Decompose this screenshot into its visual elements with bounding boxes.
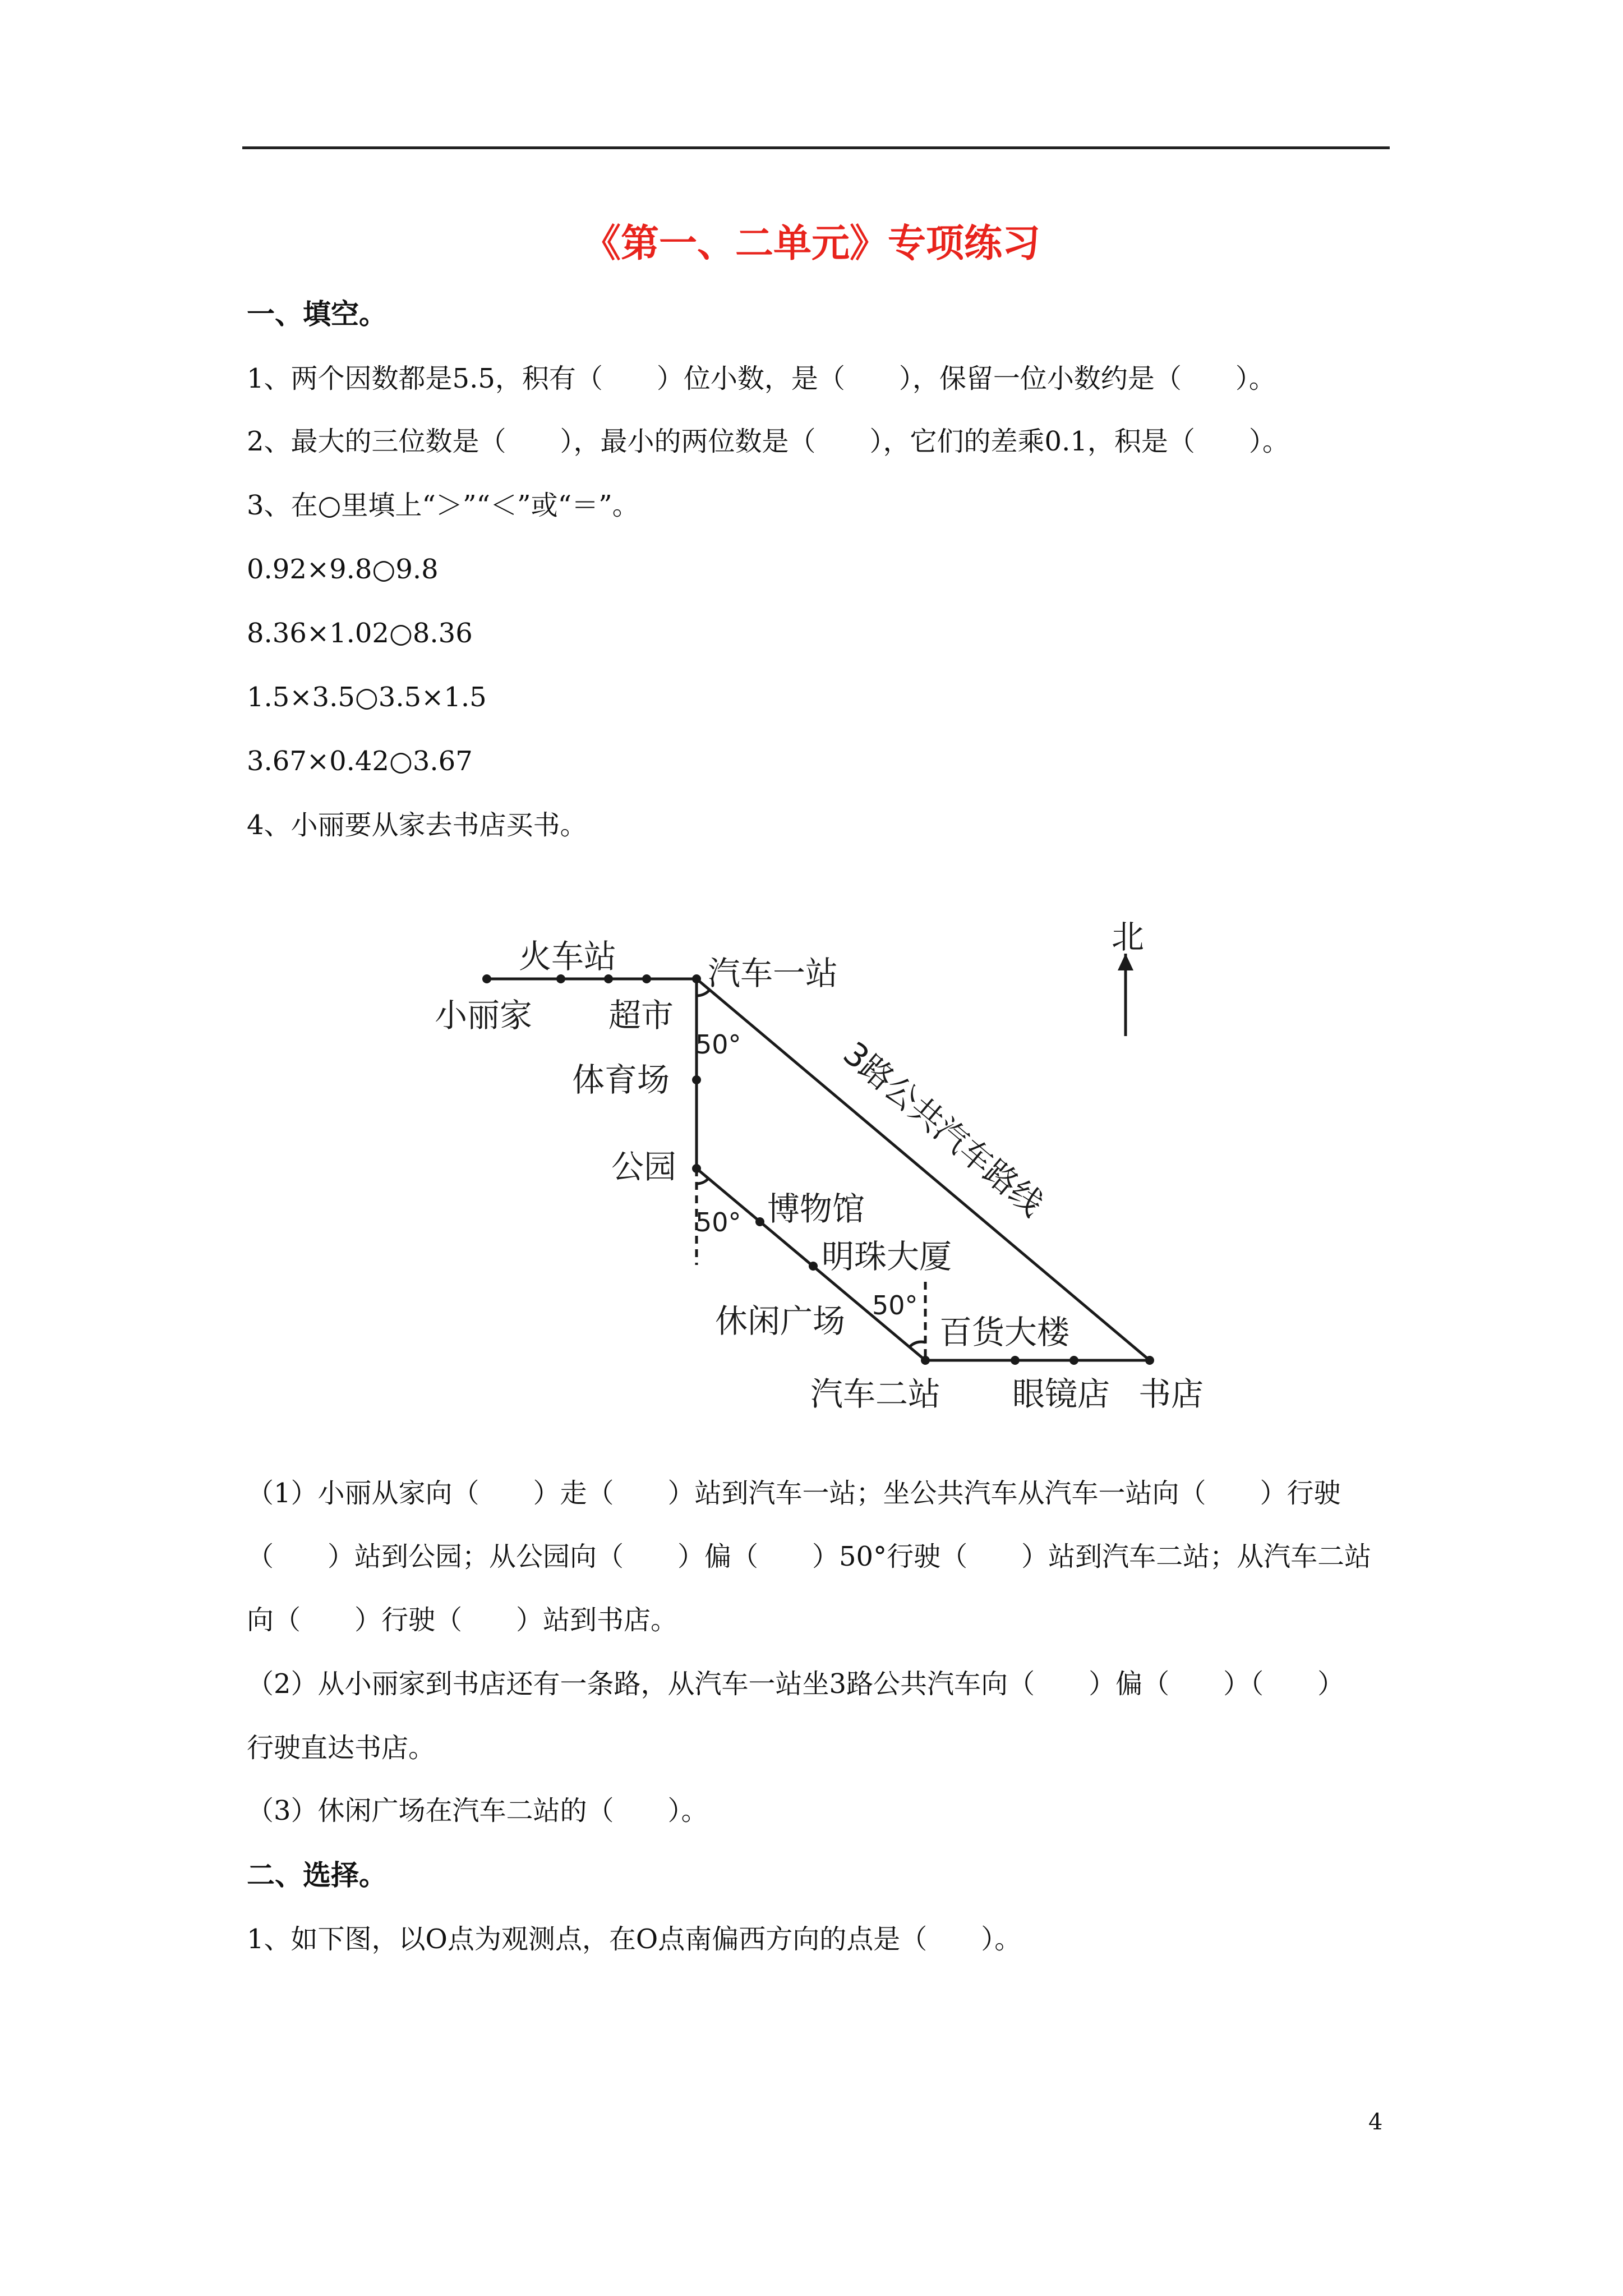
qiche-yizhan-label: 汽车一站 (708, 954, 838, 992)
xiuxian-guangchang-label: 休闲广场 (715, 1302, 846, 1340)
question-4: 4、小丽要从家去书店买书。 (247, 809, 587, 841)
xiaolijia-label: 小丽家 (435, 996, 533, 1034)
shudian-dot (1145, 1356, 1154, 1365)
baihuo-dalou-dot (1011, 1356, 1020, 1365)
tiyuchang-label: 体育场 (572, 1061, 670, 1099)
question-2: 2、最大的三位数是（ ），最小的两位数是（ ），它们的差乘0.1，积是（ ）。 (247, 426, 1289, 457)
baihuo-dalou-label: 百货大楼 (939, 1313, 1070, 1351)
gongyuan-dot (692, 1164, 701, 1173)
qiche-yizhan-dot (692, 974, 701, 983)
angle-top-label: 50° (695, 1029, 741, 1060)
mingzhu-dasha-dot (809, 1262, 818, 1271)
question-4-part-1-line-3: 向（ ）行驶（ ）站到书店。 (247, 1604, 678, 1636)
angle-arc-mid (697, 1179, 708, 1184)
xiaolijia-dot (482, 974, 491, 983)
question-4-part-3: （3）休闲广场在汽车二站的（ ）。 (247, 1795, 708, 1826)
choice-question-1: 1、如下图，以O点为观测点，在O点南偏西方向的点是（ ）。 (247, 1924, 1022, 1955)
angle-arc-bottom (910, 1342, 925, 1347)
gongyuan-label: 公园 (611, 1148, 677, 1186)
section-heading-choice: 二、选择。 (247, 1859, 387, 1892)
qiche-erzhan-dot (921, 1356, 930, 1365)
question-4-part-2-line-1: （2）从小丽家到书店还有一条路，从汽车一站坐3路公共汽车向（ ）偏（ ）（ ） (247, 1668, 1345, 1700)
page-number: 4 (1368, 2109, 1383, 2135)
chaoshi-dot (642, 974, 651, 983)
north-label: 北 (1112, 918, 1145, 956)
section-heading-fill: 一、填空。 (247, 298, 387, 330)
north-arrow-head (1118, 954, 1133, 970)
bowuguan-dot (755, 1217, 764, 1226)
angle-mid-label: 50° (695, 1207, 741, 1237)
question-4-part-1-line-1: （1）小丽从家向（ ）走（ ）站到汽车一站；坐公共汽车从汽车一站向（ ）行驶 (247, 1478, 1341, 1509)
page-title: 《第一、二单元》专项练习 (582, 222, 1040, 266)
shudian-label: 书店 (1138, 1375, 1204, 1413)
comparison-item-1: 0.92×9.8○9.8 (247, 554, 439, 585)
huochezhan-dot (556, 974, 565, 983)
question-4-part-2-line-2: 行驶直达书店。 (247, 1732, 436, 1764)
question-4-part-1-line-2: （ ）站到公园；从公园向（ ）偏（ ）50°行驶（ ）站到汽车二站；从汽车二站 (247, 1541, 1372, 1572)
comparison-item-4: 3.67×0.42○3.67 (247, 746, 473, 777)
question-1: 1、两个因数都是5.5，积有（ ）位小数，是（ ），保留一位小数约是（ ）。 (247, 363, 1276, 394)
comparison-item-2: 8.36×1.02○8.36 (247, 618, 473, 649)
bowuguan-label: 博物馆 (767, 1190, 865, 1228)
yanjingdian-label: 眼镜店 (1012, 1375, 1110, 1413)
yanjingdian-dot (1069, 1356, 1078, 1365)
angle-bottom-label: 50° (872, 1290, 918, 1320)
huochezhan-dot-2 (604, 974, 613, 983)
huochezhan-label: 火车站 (519, 937, 617, 976)
question-3: 3、在○里填上“＞”“＜”或“＝”。 (247, 490, 639, 521)
route-3-label: 3路公共汽车路线 (836, 1034, 1051, 1223)
chaoshi-label: 超市 (608, 996, 674, 1034)
tiyuchang-dot (692, 1075, 701, 1084)
mingzhu-dasha-label: 明珠大厦 (822, 1237, 952, 1276)
comparison-item-3: 1.5×3.5○3.5×1.5 (247, 682, 487, 713)
qiche-erzhan-label: 汽车二站 (810, 1375, 941, 1413)
